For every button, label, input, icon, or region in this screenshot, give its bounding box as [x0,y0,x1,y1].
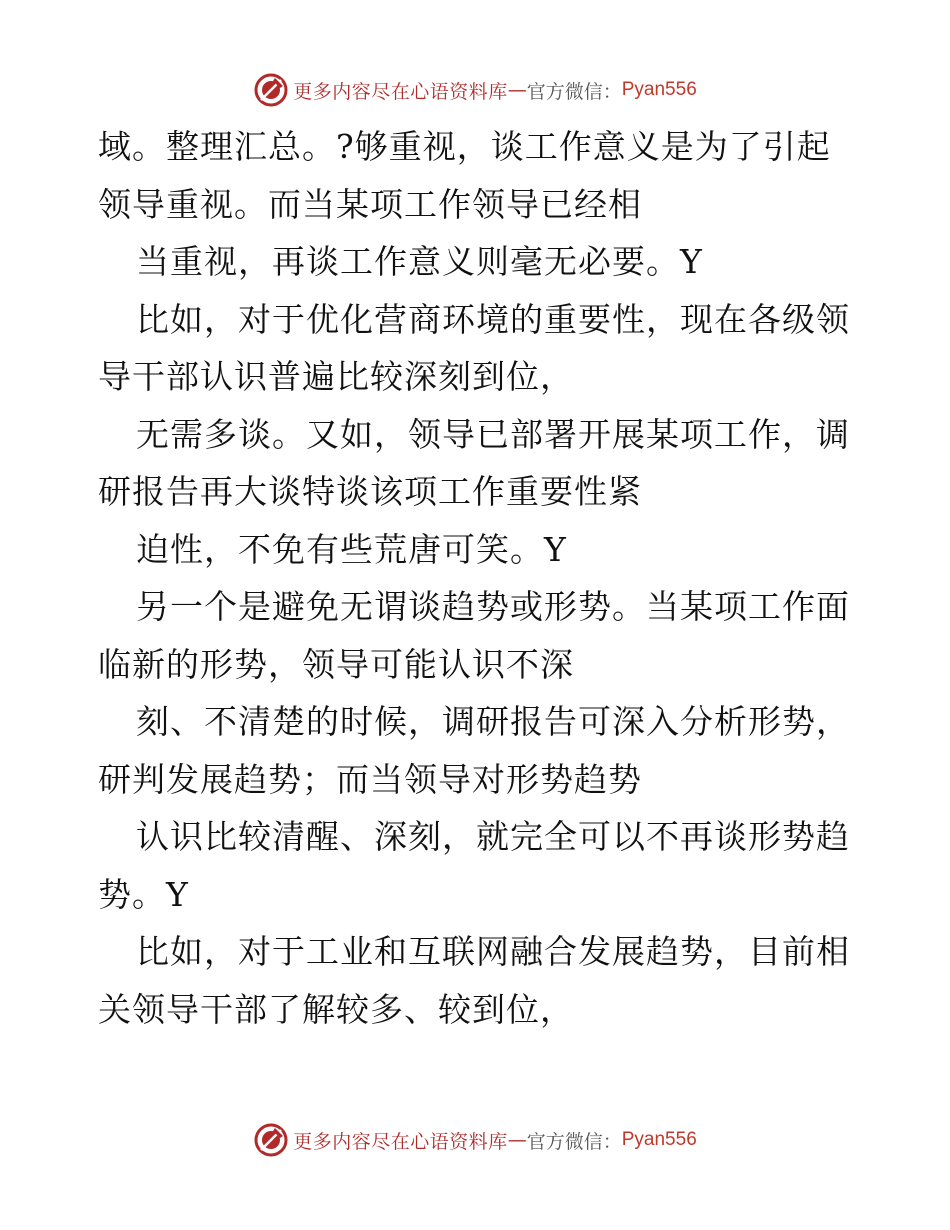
text-line: 研判发展趋势；而当领导对形势趋势 [98,759,642,799]
banner-title: 更多内容尽在心语资料库 [293,1130,508,1153]
header-banner [0,70,950,110]
text-line: 迫性，不免有些荒唐可笑。Y [136,529,567,569]
banner-wechat-id: Pyan556 [621,1129,697,1150]
text-line: 另一个是避免无谓谈趋势或形势。当某项工作面 [136,587,850,626]
banner-wechat-label: 官方微信： [526,80,622,103]
banner-wechat-label: 官方微信： [526,1130,622,1153]
text-line: 关领导干部了解较多、较到位， [98,989,574,1029]
text-line: 比如，对于工业和互联网融合发展趋势，目前相 [136,932,850,971]
text-line: 无需多谈。又如，领导已部署开展某项工作，调 [136,414,850,454]
text-line: 临新的形势，领导可能认识不深 [98,644,574,684]
banner-separator: — [507,79,527,101]
banner-title: 更多内容尽在心语资料库 [293,80,508,103]
text-line: 刻、不清楚的时候，调研报告可深入分析形势， [136,702,850,741]
text-line: 导干部认识普遍比较深刻到位， [98,357,574,396]
text-line: 研报告再大谈特谈该项工作重要性紧 [98,472,642,511]
banner-wechat-id: Pyan556 [621,79,697,100]
text-line: 当重视，再谈工作意义则毫无必要。Y [136,242,703,281]
text-line: 比如，对于优化营商环境的重要性，现在各级领 [136,299,850,339]
text-line: 势。Y [98,874,189,914]
document-body [98,118,858,1038]
banner-separator: — [507,1129,527,1151]
text-line: 认识比较清醒、深刻，就完全可以不再谈形势趋 [136,817,850,856]
brand-logo-icon [253,72,289,108]
text-line: 域。整理汇总。?够重视，谈工作意义是为了引起 [98,127,831,166]
brand-logo-icon [253,1122,289,1158]
text-line: 领导重视。而当某项工作领导已经相 [98,184,642,224]
footer-banner [0,1120,950,1160]
